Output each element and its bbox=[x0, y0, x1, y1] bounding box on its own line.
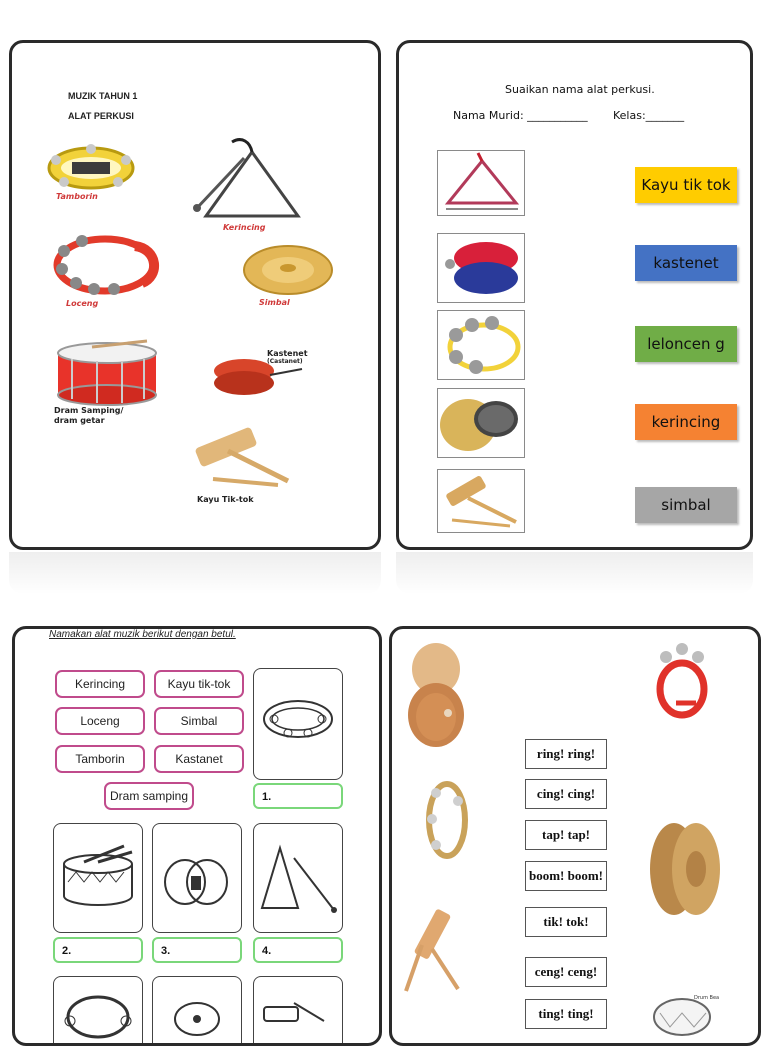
word-dram-samping[interactable]: Dram samping bbox=[104, 782, 194, 810]
word-kerincing[interactable]: Kerincing bbox=[55, 670, 145, 698]
answer-box-1[interactable] bbox=[635, 167, 737, 203]
tambourine-icon bbox=[44, 138, 139, 198]
card-reflection bbox=[396, 552, 753, 594]
sound-box-1[interactable]: ring! ring! bbox=[525, 739, 607, 769]
tambourine-icon bbox=[416, 775, 478, 865]
answer-box-2[interactable] bbox=[635, 245, 737, 281]
worksheet-bunyi bbox=[389, 626, 761, 1046]
answer-label-5: simbal bbox=[661, 496, 711, 514]
sound-box-3[interactable]: tap! tap! bbox=[525, 820, 607, 850]
triangle-icon bbox=[192, 138, 302, 223]
label-loceng: Loceng bbox=[66, 299, 99, 308]
castanet-icon bbox=[402, 639, 474, 757]
cymbal-icon bbox=[646, 815, 726, 925]
picture-frame-castanet bbox=[152, 976, 242, 1046]
answer-label-4: kerincing bbox=[651, 413, 721, 431]
snare-drum-icon bbox=[54, 824, 142, 932]
worksheet-alat-perkusi bbox=[9, 40, 381, 550]
answer-label-2: kastenet bbox=[653, 254, 719, 272]
bells-icon bbox=[54, 977, 142, 1046]
word-kayu-tiktok[interactable]: Kayu tik-tok bbox=[154, 670, 244, 698]
woodblock-icon bbox=[438, 470, 524, 532]
word-simbal[interactable]: Simbal bbox=[154, 707, 244, 735]
class-field-label: Kelas:_______ bbox=[613, 109, 685, 122]
worksheet-suaikan bbox=[396, 40, 753, 550]
picture-castanet bbox=[437, 233, 525, 303]
answer-box-1[interactable]: 1. bbox=[253, 783, 343, 809]
picture-frame-triangle bbox=[253, 823, 343, 933]
worksheet-namakan bbox=[12, 626, 382, 1046]
label-dram-line1: Dram Samping/ bbox=[54, 406, 124, 415]
cymbal-icon bbox=[240, 238, 335, 300]
cymbal-icon bbox=[153, 824, 241, 932]
bells-icon bbox=[438, 311, 524, 379]
woodblock-icon bbox=[402, 905, 464, 995]
sound-box-7[interactable]: ting! ting! bbox=[525, 999, 607, 1029]
label-kerincing: Kerincing bbox=[223, 223, 266, 232]
drum-caption: Drum Bea bbox=[694, 995, 720, 1001]
worksheet-subtitle: ALAT PERKUSI bbox=[68, 111, 134, 121]
label-tamborin: Tamborin bbox=[56, 192, 98, 201]
name-field-label: Nama Murid: ___________ bbox=[453, 109, 588, 122]
sound-box-5[interactable]: tik! tok! bbox=[525, 907, 607, 937]
woodblock-icon bbox=[188, 421, 298, 491]
sound-box-6[interactable]: ceng! ceng! bbox=[525, 957, 607, 987]
cymbal-icon bbox=[438, 389, 524, 457]
castanet-icon bbox=[153, 977, 241, 1046]
castanet-icon bbox=[438, 234, 524, 302]
answer-box-4[interactable]: 4. bbox=[253, 937, 343, 963]
picture-triangle bbox=[437, 150, 525, 216]
label-kastenet-sub: (Castanet) bbox=[267, 358, 303, 365]
sound-box-4[interactable]: boom! boom! bbox=[525, 861, 607, 891]
word-tamborin[interactable]: Tamborin bbox=[55, 745, 145, 773]
label-simbal: Simbal bbox=[259, 298, 290, 307]
triangle-icon bbox=[438, 151, 524, 215]
word-loceng[interactable]: Loceng bbox=[55, 707, 145, 735]
instruction-text: Suaikan nama alat perkusi. bbox=[505, 83, 655, 96]
answer-label-3: leloncen g bbox=[647, 335, 725, 353]
tambourine-icon bbox=[254, 669, 342, 779]
answer-box-3[interactable]: 3. bbox=[152, 937, 242, 963]
woodblock-icon bbox=[254, 977, 342, 1046]
answer-box-5[interactable] bbox=[635, 487, 737, 523]
bells-icon bbox=[50, 231, 162, 299]
picture-frame-drum bbox=[53, 823, 143, 933]
answer-box-3[interactable] bbox=[635, 326, 737, 362]
sound-box-2[interactable]: cing! cing! bbox=[525, 779, 607, 809]
picture-frame-cymbal bbox=[152, 823, 242, 933]
picture-frame-bells bbox=[53, 976, 143, 1046]
label-kastenet: Kastenet bbox=[267, 349, 308, 358]
bells-icon bbox=[650, 635, 716, 729]
label-dram-line2: dram getar bbox=[54, 416, 105, 425]
answer-box-4[interactable] bbox=[635, 404, 737, 440]
picture-bells bbox=[437, 310, 525, 380]
picture-frame-woodblock bbox=[253, 976, 343, 1046]
card-reflection bbox=[9, 552, 381, 594]
worksheet-title: MUZIK TAHUN 1 bbox=[68, 91, 138, 101]
picture-woodblock bbox=[437, 469, 525, 533]
snare-drum-icon bbox=[52, 339, 162, 407]
instruction-text: Namakan alat muzik berikut dengan betul. bbox=[49, 629, 236, 640]
picture-cymbal bbox=[437, 388, 525, 458]
answer-box-2[interactable]: 2. bbox=[53, 937, 143, 963]
picture-frame-tambourine bbox=[253, 668, 343, 780]
triangle-icon bbox=[254, 824, 342, 932]
answer-label-1: Kayu tik tok bbox=[641, 176, 731, 194]
label-kayu-tiktok: Kayu Tik-tok bbox=[197, 495, 254, 504]
word-kastanet[interactable]: Kastanet bbox=[154, 745, 244, 773]
